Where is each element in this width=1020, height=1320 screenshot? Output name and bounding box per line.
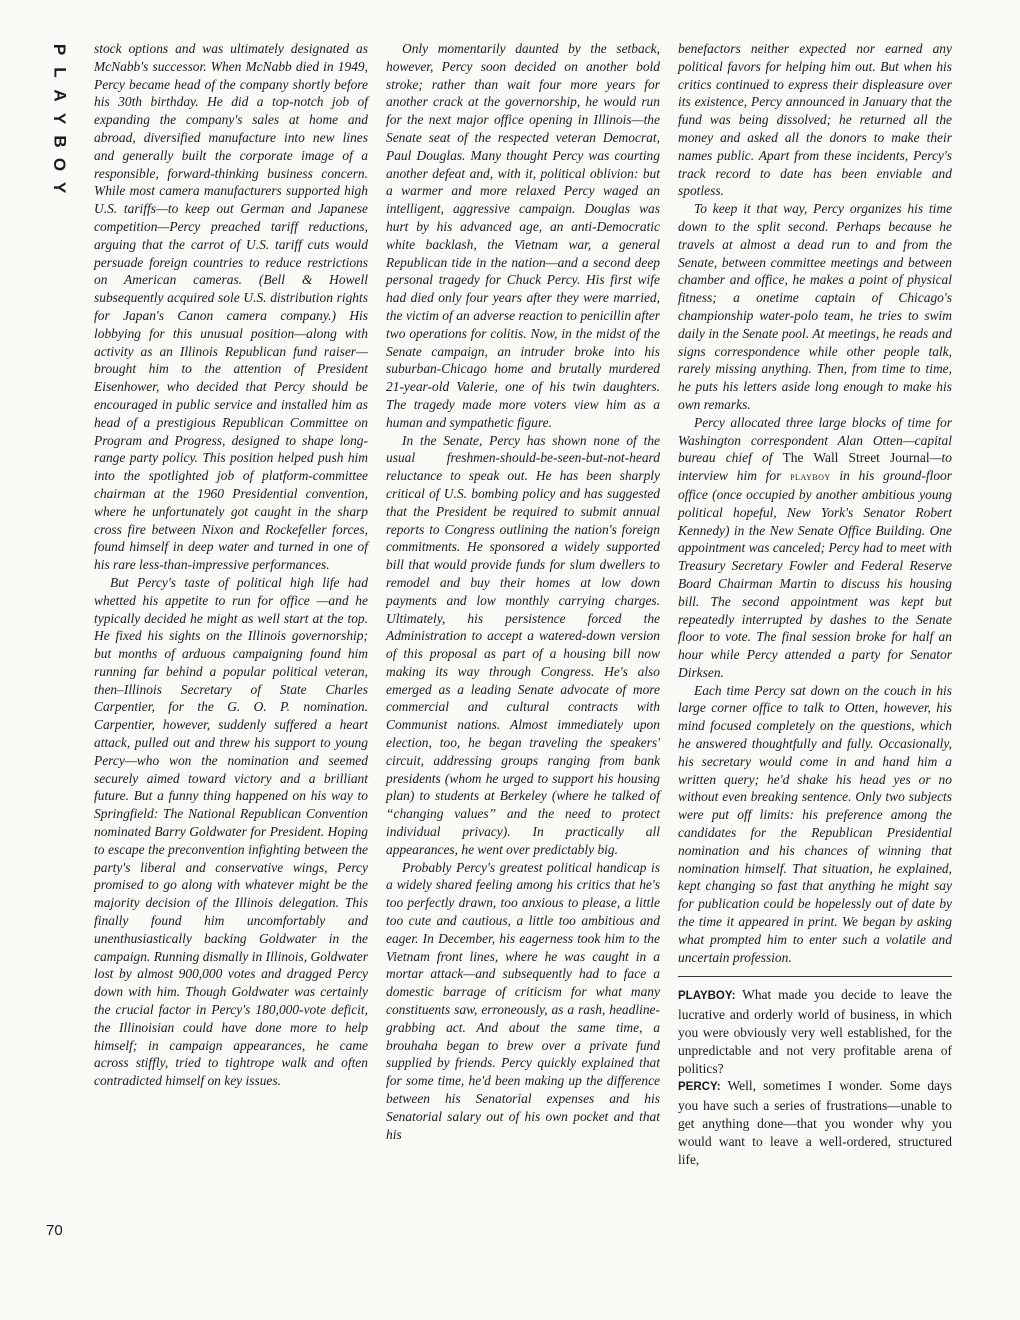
interview-question — [678, 986, 952, 1077]
masthead-letter: A — [50, 89, 70, 102]
paragraph: But Percy's taste of political high life had whetted his appetite to run for office —and he typically decided he might as well start at the top. He fixed his sights on the Illinois governorship; but months of arduous campaigning found him running far behind a popular political veteran, then–Illinois Secretary of State Charles Carpentier, for the G. O. P. nomination. Carpentier, however, suddenly suffered a heart attack, pulled out and threw his support to young Percy—who won the nomination and seemed securely aimed toward victory and a brilliant future. But a funny thing happened on his way to Springfield: The National Republican Convention nominated Barry Goldwater for President. Hoping to escape the preconvention infighting between the party's liberal and conservative wings, Percy promised to go along with whatever might be the majority decision of the Illinois delegation. This finally found him uncomfortably and unenthusiastically backing Goldwater in the campaign. Running dismally in Illinois, Goldwater lost by almost 900,000 votes and dragged Percy down with him. Though Goldwater was certainly the crucial factor in Percy's 180,000-vote deficit, the Illinoisian could have done more to help himself; in campaign appearances, he came across stiffly, tried to tightrope walk and often contradicted himself on key issues. — [94, 574, 368, 1089]
paragraph: benefactors neither expected nor earned any political favors for helping him out. But when his critics continued to express their displeasure over its existence, Percy announced in January that the fund was being dissolved; he returned all the money and asked all the donors to make their names public. Apart from these incidents, Percy's track record to date has been enviable and spotless. — [678, 41, 952, 199]
masthead-letter: L — [50, 67, 70, 78]
paragraph — [678, 414, 952, 682]
section-divider — [678, 976, 952, 977]
paragraph-text: —to interview him for — [678, 450, 953, 484]
paragraph: Each time Percy sat down on the couch in his large corner office to talk to Otten, however, his mind focused completely on the questions, which he answered thoughtfully and fully. Occasionally, his secretary would come in and hand him a written query; he'd shake his head yes or no without even breaking sentence. Only two subjects were put off limits: his preference among the candidates for the Republican Presidential nomination and his chances of winning that nomination himself. That situation, he explained, kept changing so fast that anything he might say for publication could be hopelessly out of date by the time it appeared in print. We began by asking what prompted him to enter such a volatile and uncertain profession. — [678, 682, 952, 965]
paragraph: In the Senate, Percy has shown none of the usual freshmen-should-be-seen-but-not-heard reluctance to speak out. He has been sharply critical of U.S. bombing policy and has suggested that the President be required to submit annual reports to Congress outlining the nation's foreign commitments. He sponsored a widely supported bill that would provide funds for slum dwellers to remodel and buy their homes at low down payments and low monthly carrying charges. Ultimately, his persistence forced the Administration to accept a watered-down version of this proposal as part of a housing bill now making its way through Congress. He's also emerged as a leading Senate advocate of more commercial and cultural contracts with Communist nations. Almost immediately upon election, too, he began traveling the speakers' circuit, addressing groups ranging from bank presidents (whom he urged to support his housing plan) to students at Berkeley (where he talked of “changing values” and the need to protect individual privacy). In practically all appearances, he went over predictably big. — [386, 432, 660, 857]
page-number: 70 — [46, 1222, 63, 1239]
masthead-letter: Y — [50, 181, 70, 194]
interview-answer — [678, 1077, 952, 1168]
paragraph-text: Percy allocated three large blocks of time for Washington correspondent Alan Otten—capital bureau chief of — [678, 414, 952, 466]
article-column-1 — [94, 40, 368, 1090]
paragraph: Only momentarily daunted by the setback, however, Percy soon decided on another bold stroke; rather than wait four more years for another crack at the governorship, he would run for the next major office opening in Illinois—the Senate seat of the respected veteran Democrat, Paul Douglas. Many thought Percy was courting another defeat and, with it, political oblivion: but a warmer and more relaxed Percy waged an intelligent, aggressive campaign. Douglas was hurt by his advanced age, an anti-Democratic white backlash, the Vietnam war, a general Republican tide in the nation—and a second deep personal tragedy for Chuck Percy. His first wife had died only four years after they were married, the victim of an adverse reaction to penicillin after two operations for colitis. Now, in the midst of the Senate campaign, an intruder broke into his suburban-Chicago home and brutally murdered 21-year-old Valerie, one of his twin daughters. The tragedy made more voters view him as a human and sympathetic figure. — [386, 41, 660, 430]
magazine-name: playboy — [790, 469, 831, 484]
article-column-2 — [386, 40, 660, 1143]
masthead-letter: O — [50, 157, 70, 172]
publication-name: The Wall Street Journal — [782, 450, 930, 466]
masthead-letter: B — [50, 135, 70, 148]
article-column-3 — [678, 40, 952, 1168]
interview-section — [678, 986, 952, 1168]
speaker-label: PERCY: — [678, 1081, 721, 1094]
masthead-letter: P — [50, 43, 70, 56]
playboy-masthead — [40, 38, 80, 199]
interview-text: Well, sometimes I wonder. Some days you have such a series of frustrations—unable to get anything done—that you wonder why you would want to leave a well-ordered, structured life, — [678, 1078, 952, 1167]
paragraph: Probably Percy's greatest political handicap is a widely shared feeling among his critics that he's too perfectly drawn, too anxious to please, a little too cute and cautious, a little too ambitious and eager. In December, his eagerness took him to the Vietnam front lines, where he was caught in a mortar attack—and subsequently had to face a domestic barrage of criticism for what many constituents saw, erroneously, as a rash, headline-grabbing act. And about the same time, a brouhaha began to brew over a private fund supplied by friends. Percy quickly explained that for some time, he'd been making up the difference between his Senatorial expenses and his Senatorial salary out of his own pocket and that his — [386, 859, 660, 1142]
speaker-label: PLAYBOY: — [678, 990, 736, 1003]
masthead-letter: Y — [50, 112, 70, 125]
paragraph-text: in his ground-floor office (once occupied by another ambitious young political hopeful, New York's Senator Robert Kennedy) in the New Senate Office Building. One appointment was canceled; Percy had to meet with Treasury Secretary Fowler and Federal Reserve Board Chairman Martin to discuss his housing bill. The second appointment was kept but repeatedly interrupted by dashes to the Senate floor to vote. The final session broke for half an hour while Percy attended a party for Senator Dirksen. — [678, 468, 952, 680]
interview-text: What made you decide to leave the lucrative and orderly world of business, in which you were obviously very well established, for the unpredictable and not very profitable arena of politics? — [678, 987, 952, 1076]
paragraph: To keep it that way, Percy organizes his time down to the split second. Perhaps because he travels at almost a dead run to and from the Senate, between committee meetings and between chamber and office, he makes a point of physical fitness; a onetime captain of Chicago's championship water-polo team, he tries to swim daily in the Senate pool. At meetings, he reads and signs correspondence while other people talk, rarely missing anything. Then, from time to time, he puts his letters aside long enough to make his own remarks. — [678, 201, 952, 412]
paragraph: stock options and was ultimately designated as McNabb's successor. When McNabb died in 1949, Percy became head of the company shortly before his 30th birthday. He did a top-notch job of expanding the company's sales at home and abroad, diversified manufacture into new lines and generally built the corporate image of a responsible, forward-thinking business concern. While most camera manufacturers supported high U.S. tariffs—to keep out German and Japanese competition—Percy preached tariff reductions, arguing that the carrot of U.S. tariff cuts would persuade foreign countries to reduce restrictions on American cameras. (Bell & Howell subsequently acquired sole U.S. distribution rights for Japan's Canon camera company.) His lobbying for this unusual position—along with activity as an Illinois Republican fund raiser—brought him to the attention of President Eisenhower, who decided that Percy should be encouraged in public service and installed him as head of a prestigious Republican Committee on Program and Progress, designed to shape long-range party policy. This position helped push him into the spotlighted job of platform-committee chairman at the 1960 Presidential convention, where he unfortunately got caught in the sharp cross fire between Nixon and Rockefeller forces, found himself in deep water and turned in one of his rare less-than-impressive performances. — [94, 41, 368, 573]
